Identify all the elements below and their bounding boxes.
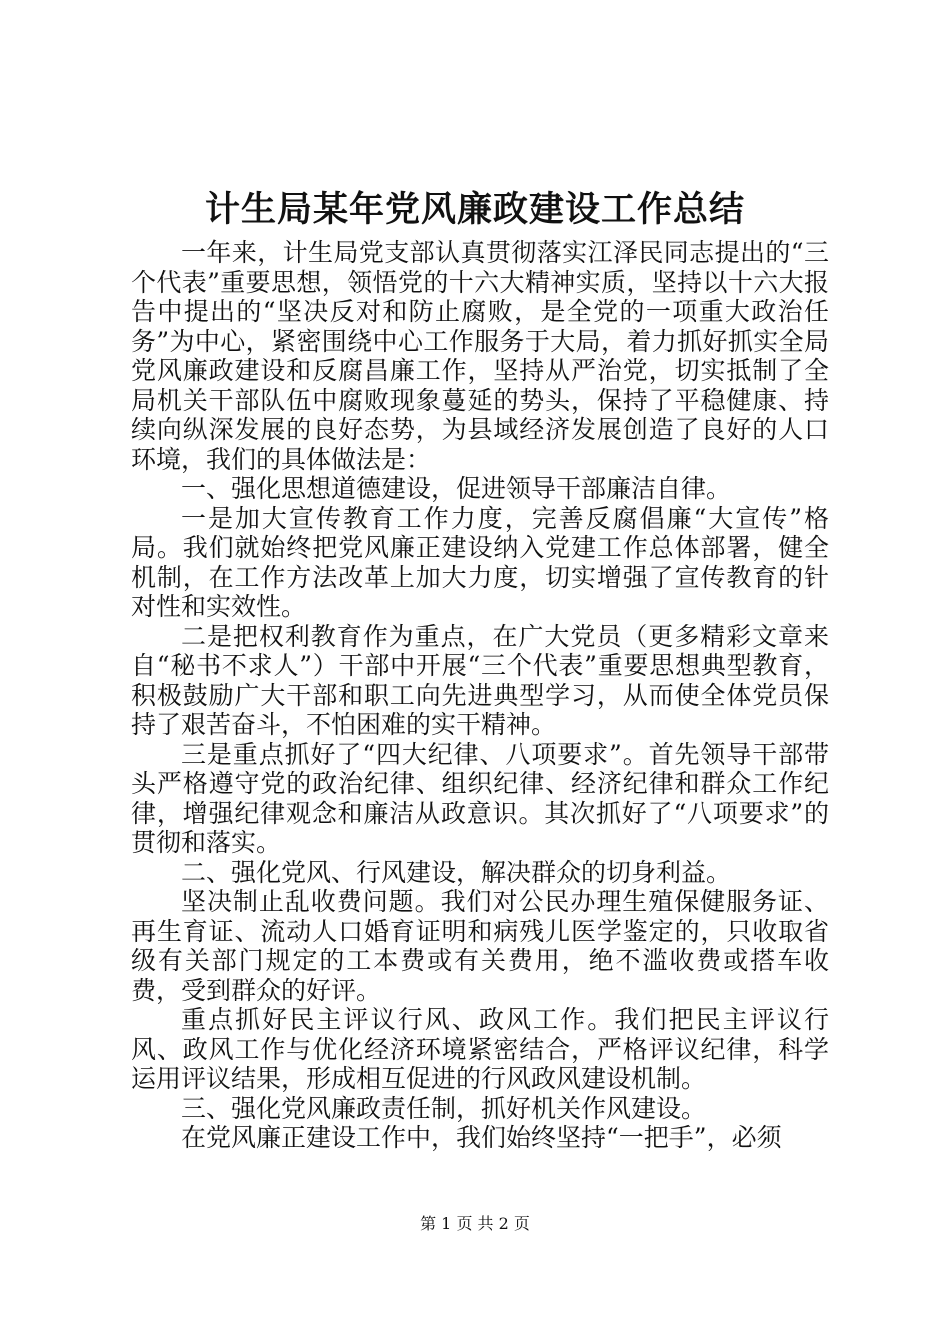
paragraph: 坚决制止乱收费问题。我们对公民办理生殖保健服务证、再生育证、流动人口婚育证明和病残儿医学鉴定的，只收取省级有关部门规定的工本费或有关费用，绝不滥收费或搭车收费，受到群众的好评。 xyxy=(131,887,829,1005)
document-body xyxy=(131,238,829,1153)
section-heading: 二、强化党风、行风建设，解决群众的切身利益。 xyxy=(181,857,732,887)
paragraph: 三是重点抓好了“四大纪律、八项要求”。首先领导干部带头严格遵守党的政治纪律、组织纪律、经济纪律和群众工作纪律，增强纪律观念和廉洁从政意识。其次抓好了“八项要求”的贯彻和落实。 xyxy=(131,739,829,857)
section-heading: 三、强化党风廉政责任制，抓好机关作风建设。 xyxy=(181,1093,707,1123)
paragraph: 一是加大宣传教育工作力度，完善反腐倡廉“大宣传”格局。我们就始终把党风廉正建设纳入党建工作总体部署，健全机制，在工作方法改革上加大力度，切实增强了宣传教育的针对性和实效性。 xyxy=(131,503,829,621)
section-heading: 一、强化思想道德建设，促进领导干部廉洁自律。 xyxy=(181,474,732,503)
document-title: 计生局某年党风廉政建设工作总结 xyxy=(204,189,745,230)
page-footer: 第 1 页 共 2 页 xyxy=(420,1214,530,1233)
paragraph: 一年来，计生局党支部认真贯彻落实江泽民同志提出的“三个代表”重要思想，领悟党的十六大精神实质，坚持以十六大报告中提出的“坚决反对和防止腐败，是全党的一项重大政治任务”为中心，紧密围绕中心工作服务于大局，着力抓好抓实全局党风廉政建设和反腐昌廉工作，坚持从严治党，切实抵制了全局机关干部队伍中腐败现象蔓延的势头，保持了平稳健康、持续向纵深发展的良好态势，为县域经济发展创造了良好的人口环境，我们的具体做法是： xyxy=(131,238,829,474)
paragraph: 在党风廉正建设工作中，我们始终坚持“一把手”，必须 xyxy=(181,1123,782,1152)
paragraph: 二是把权利教育作为重点，在广大党员（更多精彩文章来自“秘书不求人”）干部中开展“三个代表”重要思想典型教育，积极鼓励广大干部和职工向先进典型学习，从而使全体党员保持了艰苦奋斗，不怕困难的实干精神。 xyxy=(131,621,829,739)
paragraph: 重点抓好民主评议行风、政风工作。我们把民主评议行风、政风工作与优化经济环境紧密结合，严格评议纪律，科学运用评议结果，形成相互促进的行风政风建设机制。 xyxy=(131,1005,829,1093)
